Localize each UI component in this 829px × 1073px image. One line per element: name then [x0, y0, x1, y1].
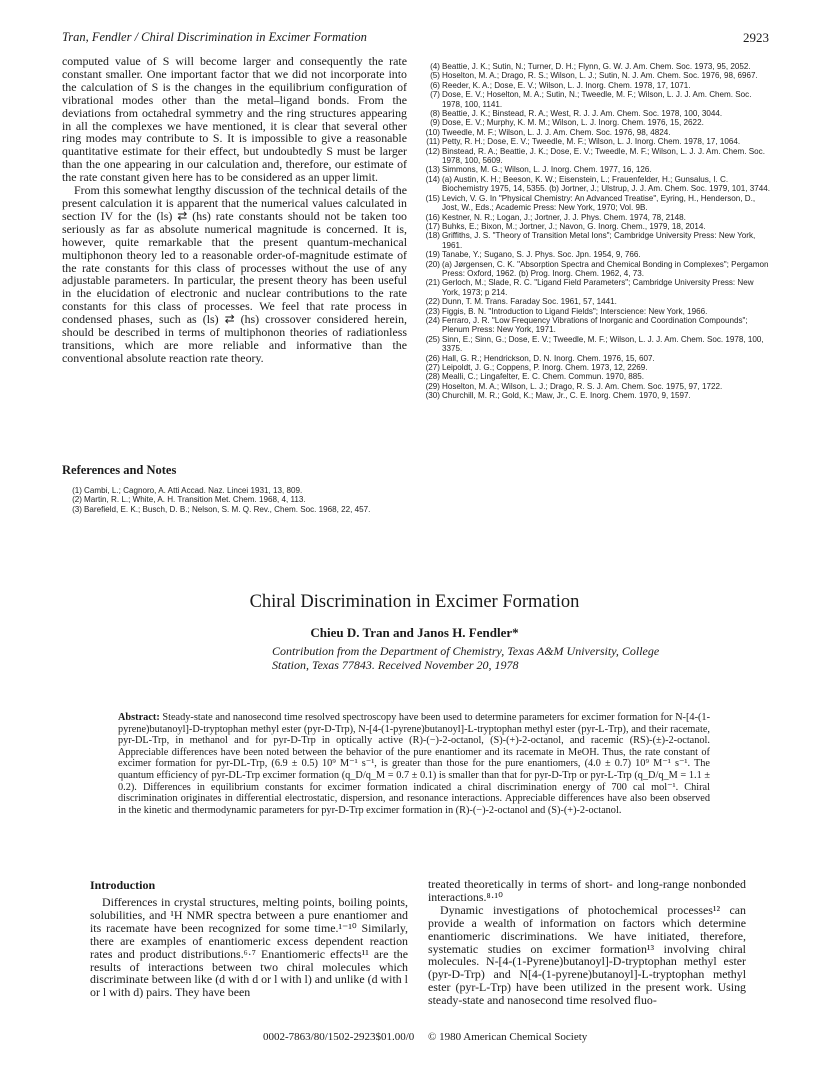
reference-item: (6) Reeder, K. A.; Dose, E. V.; Wilson, L. J. Inorg. Chem. 1978, 17, 1071. — [430, 80, 691, 90]
reference-item: (13) Simmons, M. G.; Wilson, L. J. Inorg. Chem. 1977, 16, 126. — [425, 165, 652, 175]
reference-item: (23) Figgis, B. N. "Introduction to Ligand Fields"; Interscience: New York, 1966. — [425, 306, 708, 316]
reference-item: (17) Buhks, E.; Bixon, M.; Jortner, J.; Navon, G. Inorg. Chem., 1979, 18, 2014. — [425, 221, 706, 231]
previous-article-text — [62, 55, 407, 365]
paragraph: Dynamic investigations of photochemical processes¹² can provide a wealth of information on factors which determine enantiomeric discriminations. We have initiated, therefore, systematic studies on excimer formation¹³ involving chiral molecules. N-[4-(1-Pyrene)butanoyl]-D-tryptophan methyl ester (pyr-D-Trp) and N[4-(1-pyrene)butanoyl]-L-tryptophan methyl ester (pyr-L-Trp) have been utilized in the present work. Using steady-state and nanosecond time resolved fluo- — [428, 902, 746, 1008]
paragraph: From this somewhat lengthy discussion of the technical details of the present calculation it is apparent that the numerical values calculated in section IV for the (ls) ⇄ (hs) rate constants should not be taken too seriously as far as absolute numerical magnitude is concerned. It is, however, quite remarkable that the present quantum-mechanical multiphonon theory led to a reasonable order-of-magnitude estimate of the rate constants for this class of processes without the use of any adjustable parameters. In particular, the present theory has been useful in the elucidation of electronic and nuclear contributions to the rate constants for this class of processes. We feel that rate process in condensed phases, such as (ls) ⇄ (hs) crossover considered herein, should be described in terms of multiphonon theories of radiationless transitions, which are more reliable and informative than the conventional absolute reaction rate theory. — [62, 183, 407, 365]
reference-list-right — [420, 62, 770, 401]
paragraph: computed value of S will become larger and consequently the rate constant smaller. One important factor that we did not incorporate into the calculation of S is the changes in the equilibrium configuration of vibrational modes other than the metal–ligand bonds. From the deviations from octahedral symmetry and the ring structures appearing in all the complexes we have mentioned, it is clear that several other ring modes may contribute to S. It is impossible to give a reasonable quantitative estimate for their effect, but undoubtedly S must be larger than the one appearing in our calculation and, therefore, our estimate of the rate constant given here has to be considered as an upper limit. — [62, 54, 407, 185]
reference-item: (8) Beattie, J. K.; Binstead, R. A.; West, R. J. J. Am. Chem. Soc. 1978, 100, 3044. — [430, 109, 723, 119]
introduction-left-column: Differences in crystal structures, melting points, boiling points, solubilities, and ¹H NMR spectra between a pure enantiomer and its racemate have been recognized for some time.¹⁻¹⁰ Similarly, there are examples of enantiomeric excess dependent reaction rates and product distributions.⁶·⁷ Enantiomeric effects¹¹ are the results of interactions between two chiral molecules which discriminate between like (d with d or l with l) and unlike (d with l or l with d) pairs. They have been — [90, 895, 408, 1000]
reference-item: (14) (a) Austin, K. H.; Beeson, K. W.; Eisenstein, L.; Frauenfelder, H.; Gunsalus, I. C. Biochemistry 1975, 14, 5355. (b) Jortner, J.; Ulstrup, J. J. Am. Chem. Soc. 1979, 101, 3744. — [425, 174, 770, 194]
reference-item: (15) Levich, V. G. In "Physical Chemistry: An Advanced Treatise", Eyring, H., Henderson, D., Jost, W., Eds.; Academic Press: New York, 1970; Vol. 9B. — [425, 193, 756, 213]
reference-item: (20) (a) Jørgensen, C. K. "Absorption Spectra and Chemical Bonding in Complexes"; Pergamon Press: Oxford, 1962. (b) Prog. Inorg. Chem. 1962, 4, 73. — [425, 259, 769, 278]
reference-item: (10) Tweedle, M. F.; Wilson, L. J. J. Am. Chem. Soc. 1976, 98, 4824. — [425, 127, 671, 137]
reference-item: (11) Petty, R. H.; Dose, E. V.; Tweedle, M. F.; Wilson, L. J. Inorg. Chem. 1978, 17, 1064. — [426, 137, 741, 147]
reference-item: (3) Barefield, E. K.; Busch, D. B.; Nelson, S. M. Q. Rev., Chem. Soc. 1968, 22, 457. — [72, 504, 371, 514]
reference-item: (28) Mealli, C.; Lingafelter, E. C. Chem. Commun. 1970, 885. — [425, 372, 644, 382]
abstract-label: Abstract: — [118, 712, 160, 723]
reference-item: (1) Cambi, L.; Cagnoro, A. Atti Accad. Naz. Lincei 1931, 13, 809. — [72, 486, 303, 495]
page-number: 2923 — [743, 30, 769, 45]
reference-item: (27) Leipoldt, J. G.; Coppens, P. Inorg. Chem. 1973, 12, 2269. — [425, 363, 648, 372]
reference-item: (7) Dose, E. V.; Hoselton, M. A.; Sutin, N.; Tweedle, M. F.; Wilson, L. J. J. Am. Chem. Soc. 1978, 100, 1141. — [430, 90, 752, 109]
reference-item: (29) Hoselton, M. A.; Wilson, L. J.; Drago, R. S. J. Am. Chem. Soc. 1975, 97, 1722. — [425, 381, 723, 391]
abstract — [118, 712, 710, 816]
reference-item: (18) Griffiths, J. S. "Theory of Transition Metal Ions"; Cambridge University Press: New York, 1961. — [425, 231, 756, 250]
references-heading: References and Notes — [62, 463, 177, 477]
reference-item: (24) Ferraro, J. R. "Low Frequency Vibrations of Inorganic and Coordination Compounds"; Plenum Press: New York, 1971. — [425, 315, 748, 335]
reference-item: (5) Hoselton, M. A.; Drago, R. S.; Wilson, L. J.; Sutin, N. J. Am. Chem. Soc. 1976, 98, 6967. — [430, 71, 758, 81]
reference-item: (9) Dose, E. V.; Murphy, K. M. M.; Wilson, L. J. Inorg. Chem. 1976, 15, 2622. — [430, 118, 704, 128]
reference-item: (16) Kestner, N. R.; Logan, J.; Jortner, J. J. Phys. Chem. 1974, 78, 2148. — [425, 212, 686, 222]
running-title: Tran, Fendler / Chiral Discrimination in Excimer Formation — [62, 30, 367, 44]
page-footer — [0, 1031, 829, 1045]
reference-item: (25) Sinn, E.; Sinn, G.; Dose, E. V.; Tweedle, M. F.; Wilson, L. J. J. Am. Chem. Soc. 1978, 100, 3375. — [425, 334, 764, 354]
reference-item: (19) Tanabe, Y.; Sugano, S. J. Phys. Soc. Jpn. 1954, 9, 766. — [425, 250, 641, 260]
article-affiliation: Contribution from the Department of Chemistry, Texas A&M University, College Station, Texas 77843. Received November 20, 1978 — [272, 644, 660, 672]
running-header — [62, 30, 769, 46]
reference-item: (22) Dunn, T. M. Trans. Faraday Soc. 1961, 57, 1441. — [425, 297, 617, 307]
reference-list-left — [62, 486, 402, 514]
abstract-text: Steady-state and nanosecond time resolved spectroscopy have been used to determine parameters for excimer formation for N-[4-(1-pyrene)butanoyl]-D-tryptophan methyl ester (pyr-D-Trp), N-[4-(1-pyrene)butanoyl]-L-tryptophan methyl ester (pyr-L-Trp), and their racemate, pyr-DL-Trp, in methanol and for pyr-D-Trp in optically active (R)-(−)-2-octanol, (S)-(+)-2-octanol, and racemic (RS)-(±)-2-octanol. Appreciable differences have been noted between the behavior of the pure enantiomer and its racemate in MeOH. Thus, the rate constant of excimer formation for pyr-DL-Trp, (6.9 ± 0.5) 10⁹ M⁻¹ s⁻¹, is greater than those for the pure enantiomers, (4.0 ± 0.7) 10⁹ M⁻¹ s⁻¹. The quantum efficiency of pyr-DL-Trp excimer formation (q_D/q_M = 0.7 ± 0.1) is smaller than that for pyr-D-Trp or pyr-L-Trp (q_D/q_M = 1.1 ± 0.2). Differences in equilibrium constants for excimer formation indicated a chiral discrimination energy of 700 cal mol⁻¹. Chiral discrimination originates in differential electrostatic, dispersion, and resonance interactions. Appreciable differences have also been observed in the kinetic and thermodynamic parameters for pyr-D-Trp excimer formation in (R)-(−)-2-octanol and (S)-(+)-2-octanol. — [118, 712, 711, 816]
reference-item: (21) Gerloch, M.; Slade, R. C. "Ligand Field Parameters"; Cambridge University Press: New York, 1973; p 214. — [425, 278, 754, 297]
article-code: 0002-7863/80/1502-2923$01.00/0 — [263, 1031, 415, 1043]
introduction-heading: Introduction — [90, 878, 156, 892]
copyright: © 1980 American Chemical Society — [428, 1031, 588, 1043]
reference-item: (26) Hall, G. R.; Hendrickson, D. N. Inorg. Chem. 1976, 15, 607. — [425, 353, 655, 363]
article-authors: Chieu D. Tran and Janos H. Fendler* — [310, 625, 519, 640]
article-title: Chiral Discrimination in Excimer Formation — [249, 592, 580, 612]
reference-item: (12) Binstead, R. A.; Beattie, J. K.; Dose, E. V.; Tweedle, M. F.; Wilson, L. J. J. Am. Chem. Soc. 1978, 100, 5609. — [425, 146, 765, 166]
reference-item: (2) Martin, R. L.; White, A. H. Transition Met. Chem. 1968, 4, 113. — [72, 495, 306, 505]
reference-item: (4) Beattie, J. K.; Sutin, N.; Turner, D. H.; Flynn, G. W. J. Am. Chem. Soc. 1973, 95, 2052. — [430, 62, 751, 71]
reference-item: (30) Churchill, M. R.; Gold, K.; Maw, Jr., C. E. Inorg. Chem. 1970, 9, 1597. — [425, 391, 691, 401]
paragraph: treated theoretically in terms of short- and long-range nonbonded interactions.⁸·¹⁰ — [428, 877, 746, 904]
introduction-right-column — [428, 878, 746, 1007]
